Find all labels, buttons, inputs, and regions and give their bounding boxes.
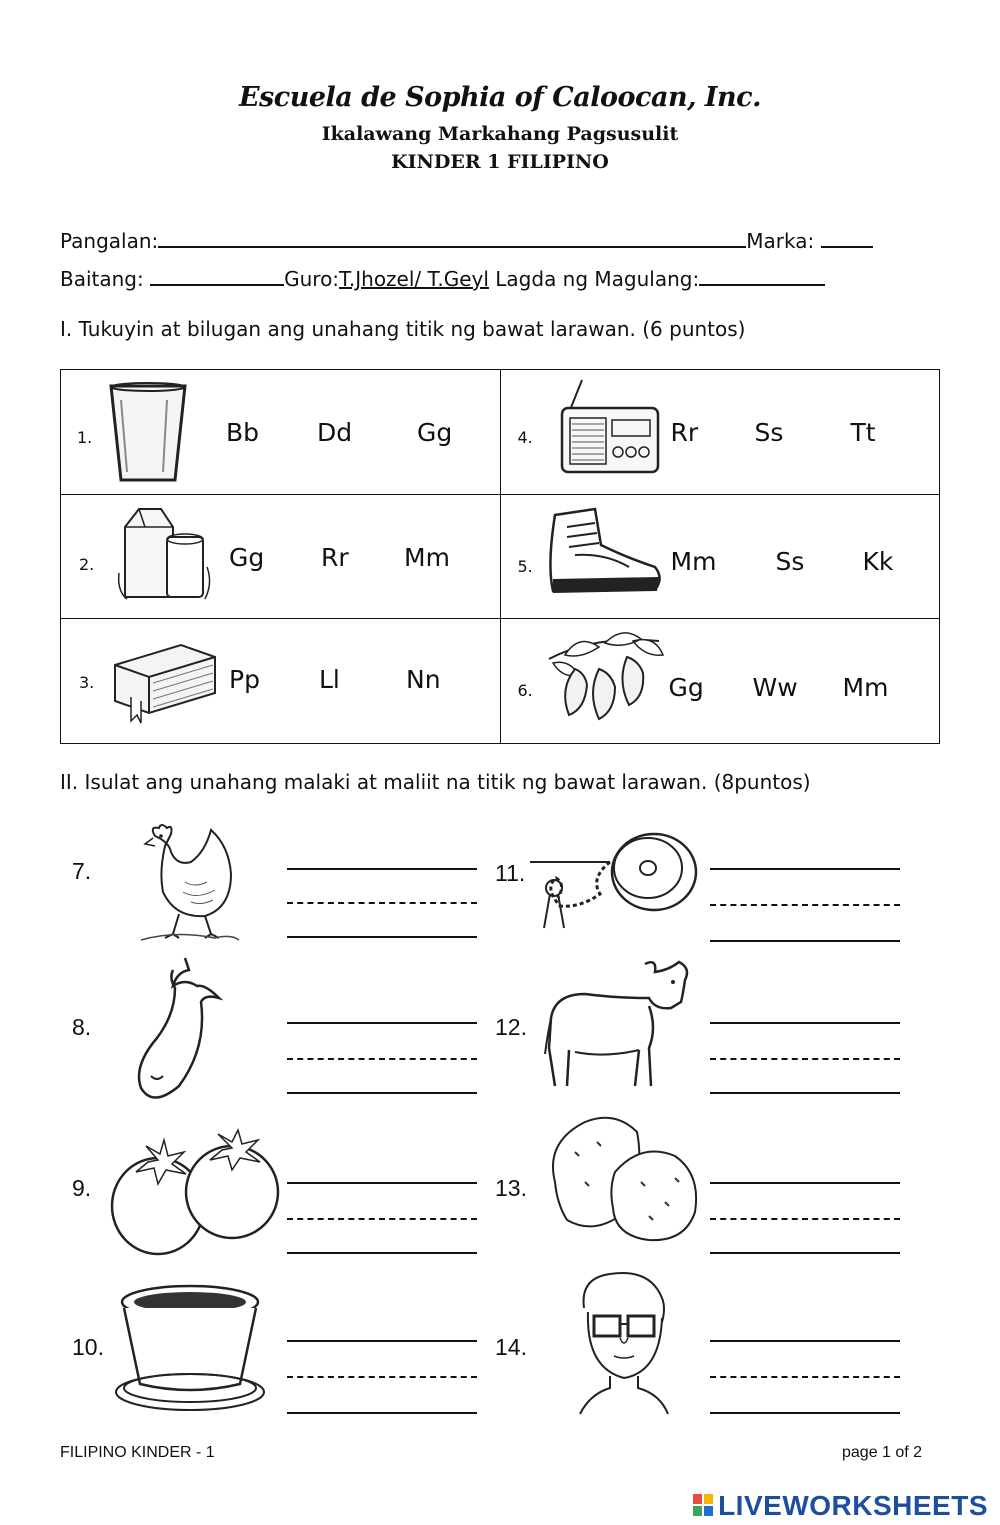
write-line-bottom[interactable]: [710, 1252, 900, 1254]
name-field[interactable]: [158, 228, 746, 248]
option[interactable]: Gg: [417, 418, 453, 447]
part1-item: [500, 494, 940, 619]
write-line-middle[interactable]: [287, 1376, 477, 1378]
parent-label: Lagda ng Magulang:: [495, 267, 700, 291]
footer-left: FILIPINO KINDER - 1: [60, 1444, 215, 1461]
option[interactable]: Rr: [670, 418, 699, 447]
write-line-bottom[interactable]: [287, 936, 477, 938]
chicken-icon: [135, 822, 245, 942]
write-line-top[interactable]: [287, 1340, 477, 1342]
subject-title: KINDER 1 FILIPINO: [391, 151, 609, 173]
write-line-bottom[interactable]: [710, 1412, 900, 1414]
score-field[interactable]: [821, 228, 873, 248]
write-line-bottom[interactable]: [710, 940, 900, 942]
write-line-bottom[interactable]: [710, 1092, 900, 1094]
write-line-middle[interactable]: [710, 1218, 900, 1220]
write-line-top[interactable]: [287, 1022, 477, 1024]
name-label: Pangalan:: [60, 229, 159, 253]
part1-item: [500, 619, 940, 744]
write-line-middle[interactable]: [287, 1058, 477, 1060]
item-number: 6.: [517, 681, 533, 701]
cow-icon: [545, 958, 700, 1088]
write-line-middle[interactable]: [710, 1376, 900, 1378]
item-number: 3.: [79, 673, 95, 693]
option[interactable]: Mm: [404, 542, 450, 572]
write-line-top[interactable]: [710, 1182, 900, 1184]
item-number: 8.: [72, 1014, 92, 1040]
option[interactable]: Mm: [842, 673, 889, 703]
write-line-top[interactable]: [287, 868, 477, 870]
item-number: 12.: [495, 1014, 527, 1040]
option[interactable]: Bb: [226, 418, 260, 447]
write-line-top[interactable]: [710, 1022, 900, 1024]
item-number: 13.: [495, 1175, 527, 1201]
write-line-bottom[interactable]: [287, 1252, 477, 1254]
item-number: 7.: [72, 858, 92, 884]
radio-icon: [556, 378, 666, 478]
grade-row: [60, 266, 825, 291]
option[interactable]: Ss: [754, 418, 784, 447]
item-number: 11.: [495, 860, 526, 886]
sweet-potato-icon: [545, 1112, 705, 1252]
option[interactable]: Rr: [321, 542, 349, 572]
brand-name[interactable]: LIVEWORKSHEETS: [718, 1490, 988, 1521]
write-line-bottom[interactable]: [287, 1412, 477, 1414]
write-line-top[interactable]: [710, 1340, 900, 1342]
item-number: 4.: [517, 428, 533, 447]
option[interactable]: Nn: [406, 665, 441, 695]
item-number: 14.: [495, 1334, 527, 1360]
option[interactable]: Mm: [670, 546, 717, 576]
part1-instruction: I. Tukuyin at bilugan ang unahang titik ng bawat larawan. (6 puntos): [60, 317, 746, 341]
footer-page: page 1 of 2: [842, 1444, 923, 1461]
option[interactable]: Gg: [229, 542, 265, 572]
part1-item: [61, 619, 501, 744]
teacher-value: T.Jhozel/ T.Geyl: [339, 267, 489, 291]
tomato-icon: [108, 1130, 283, 1260]
school-name: Escuela de Sophia of Caloocan, Inc.: [238, 82, 762, 113]
milk-icon: [117, 503, 212, 603]
name-row: [60, 228, 873, 253]
part1-item: [61, 494, 501, 619]
teacher-label: Guro:: [284, 267, 340, 291]
eggplant-icon: [135, 958, 235, 1108]
option[interactable]: Gg: [668, 673, 704, 703]
write-line-middle[interactable]: [287, 1218, 477, 1220]
part1-item: [61, 370, 501, 495]
liveworksheets-logo-icon: [693, 1494, 715, 1522]
write-line-bottom[interactable]: [287, 1092, 477, 1094]
item-number: 1.: [77, 428, 93, 447]
part1-table: [60, 369, 940, 744]
option[interactable]: Tt: [850, 418, 876, 447]
write-line-top[interactable]: [287, 1182, 477, 1184]
glass-icon: [103, 380, 193, 485]
write-line-middle[interactable]: [710, 1058, 900, 1060]
grade-field[interactable]: [150, 266, 284, 286]
write-line-top[interactable]: [710, 868, 900, 870]
yoyo-icon: [530, 828, 700, 936]
option[interactable]: Pp: [229, 665, 260, 695]
flower-pot-icon: [110, 1280, 270, 1415]
part2-instruction: II. Isulat ang unahang malaki at maliit na titik ng bawat larawan. (8puntos): [60, 770, 811, 794]
item-number: 9.: [72, 1175, 92, 1201]
score-label: Marka:: [746, 229, 815, 253]
parent-signature-field[interactable]: [699, 266, 825, 286]
shoe-icon: [545, 505, 665, 603]
option[interactable]: Kk: [862, 546, 894, 576]
option[interactable]: Ss: [775, 546, 805, 576]
item-number: 5.: [517, 556, 533, 576]
mango-icon: [545, 629, 665, 727]
book-icon: [111, 635, 221, 725]
old-man-icon: [570, 1268, 680, 1418]
item-number: 10.: [72, 1334, 104, 1360]
grade-label: Baitang:: [60, 267, 144, 291]
option[interactable]: Ll: [319, 665, 340, 695]
exam-title: Ikalawang Markahang Pagsusulit: [321, 123, 679, 145]
write-line-middle[interactable]: [710, 904, 900, 906]
write-line-middle[interactable]: [287, 902, 477, 904]
part1-item: [500, 370, 940, 495]
option[interactable]: Ww: [752, 673, 798, 703]
item-number: 2.: [79, 554, 95, 574]
option[interactable]: Dd: [317, 418, 353, 447]
